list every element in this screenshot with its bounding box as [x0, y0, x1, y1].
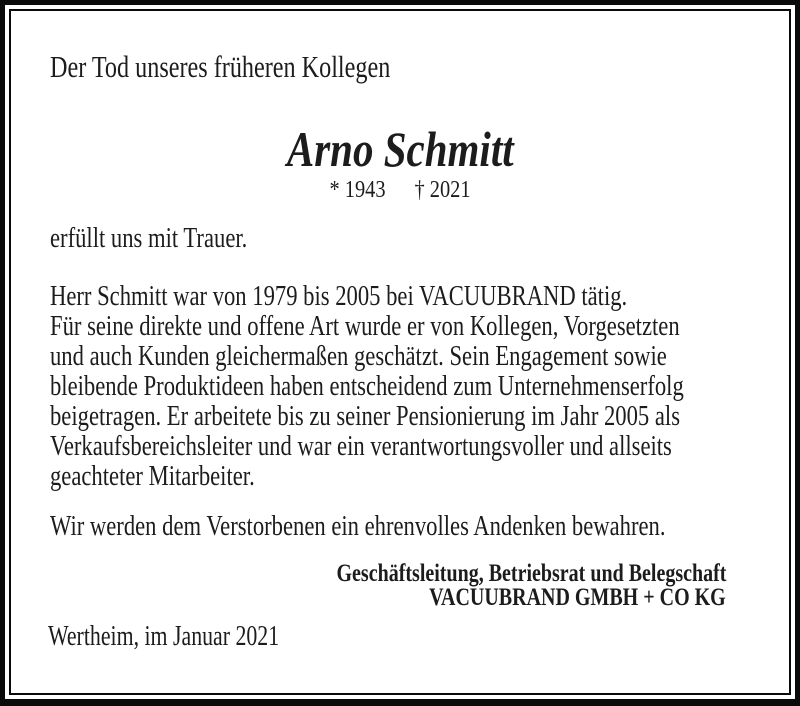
- place-date-text: Wertheim, im Januar 2021: [48, 621, 280, 652]
- obituary-paragraph: [50, 281, 800, 491]
- intro-line: [50, 50, 486, 84]
- closing-text: Wir werden dem Verstorbenen ein ehrenvolles Andenken bewahren.: [50, 510, 666, 542]
- grief-text: erfüllt uns mit Trauer.: [50, 222, 248, 254]
- paragraph-line: Verkaufsbereichsleiter und war ein verantwortungsvoller und allseits: [50, 430, 672, 462]
- signature-line-2: [11, 584, 726, 612]
- life-dates-text: [329, 176, 470, 204]
- paragraph-line: geachteter Mitarbeiter.: [50, 460, 255, 492]
- signature-text-2: VACUUBRAND GMBH + CO KG: [429, 584, 726, 611]
- paragraph-line: beigetragen. Er arbeitete bis zu seiner Pensionierung im Jahr 2005 als: [50, 400, 681, 432]
- life-dates: [11, 176, 789, 204]
- paragraph-line: Für seine direkte und offene Art wurde er von Kollegen, Vorgesetzten: [50, 310, 680, 342]
- intro-text: Der Tod unseres früheren Kollegen: [50, 49, 391, 84]
- death-year: † 2021: [414, 177, 471, 203]
- grief-line: [50, 223, 303, 253]
- deceased-name: [11, 122, 789, 176]
- closing-line: [50, 511, 800, 541]
- death-notice-inner-frame: [9, 9, 791, 695]
- place-date-line: [48, 622, 344, 652]
- paragraph-line: und auch Kunden gleichermaßen geschätzt. Sein Engagement sowie: [50, 340, 667, 372]
- deceased-name-text: Arno Schmitt: [286, 121, 514, 177]
- signature-text-1: Geschäftsleitung, Betriebsrat und Belegschaft: [336, 560, 726, 587]
- birth-year: * 1943: [329, 177, 386, 203]
- paragraph-line: Herr Schmitt war von 1979 bis 2005 bei VACUUBRAND tätig.: [50, 280, 628, 312]
- paragraph-line: bleibende Produktideen haben entscheidend zum Unternehmenserfolg: [50, 370, 684, 402]
